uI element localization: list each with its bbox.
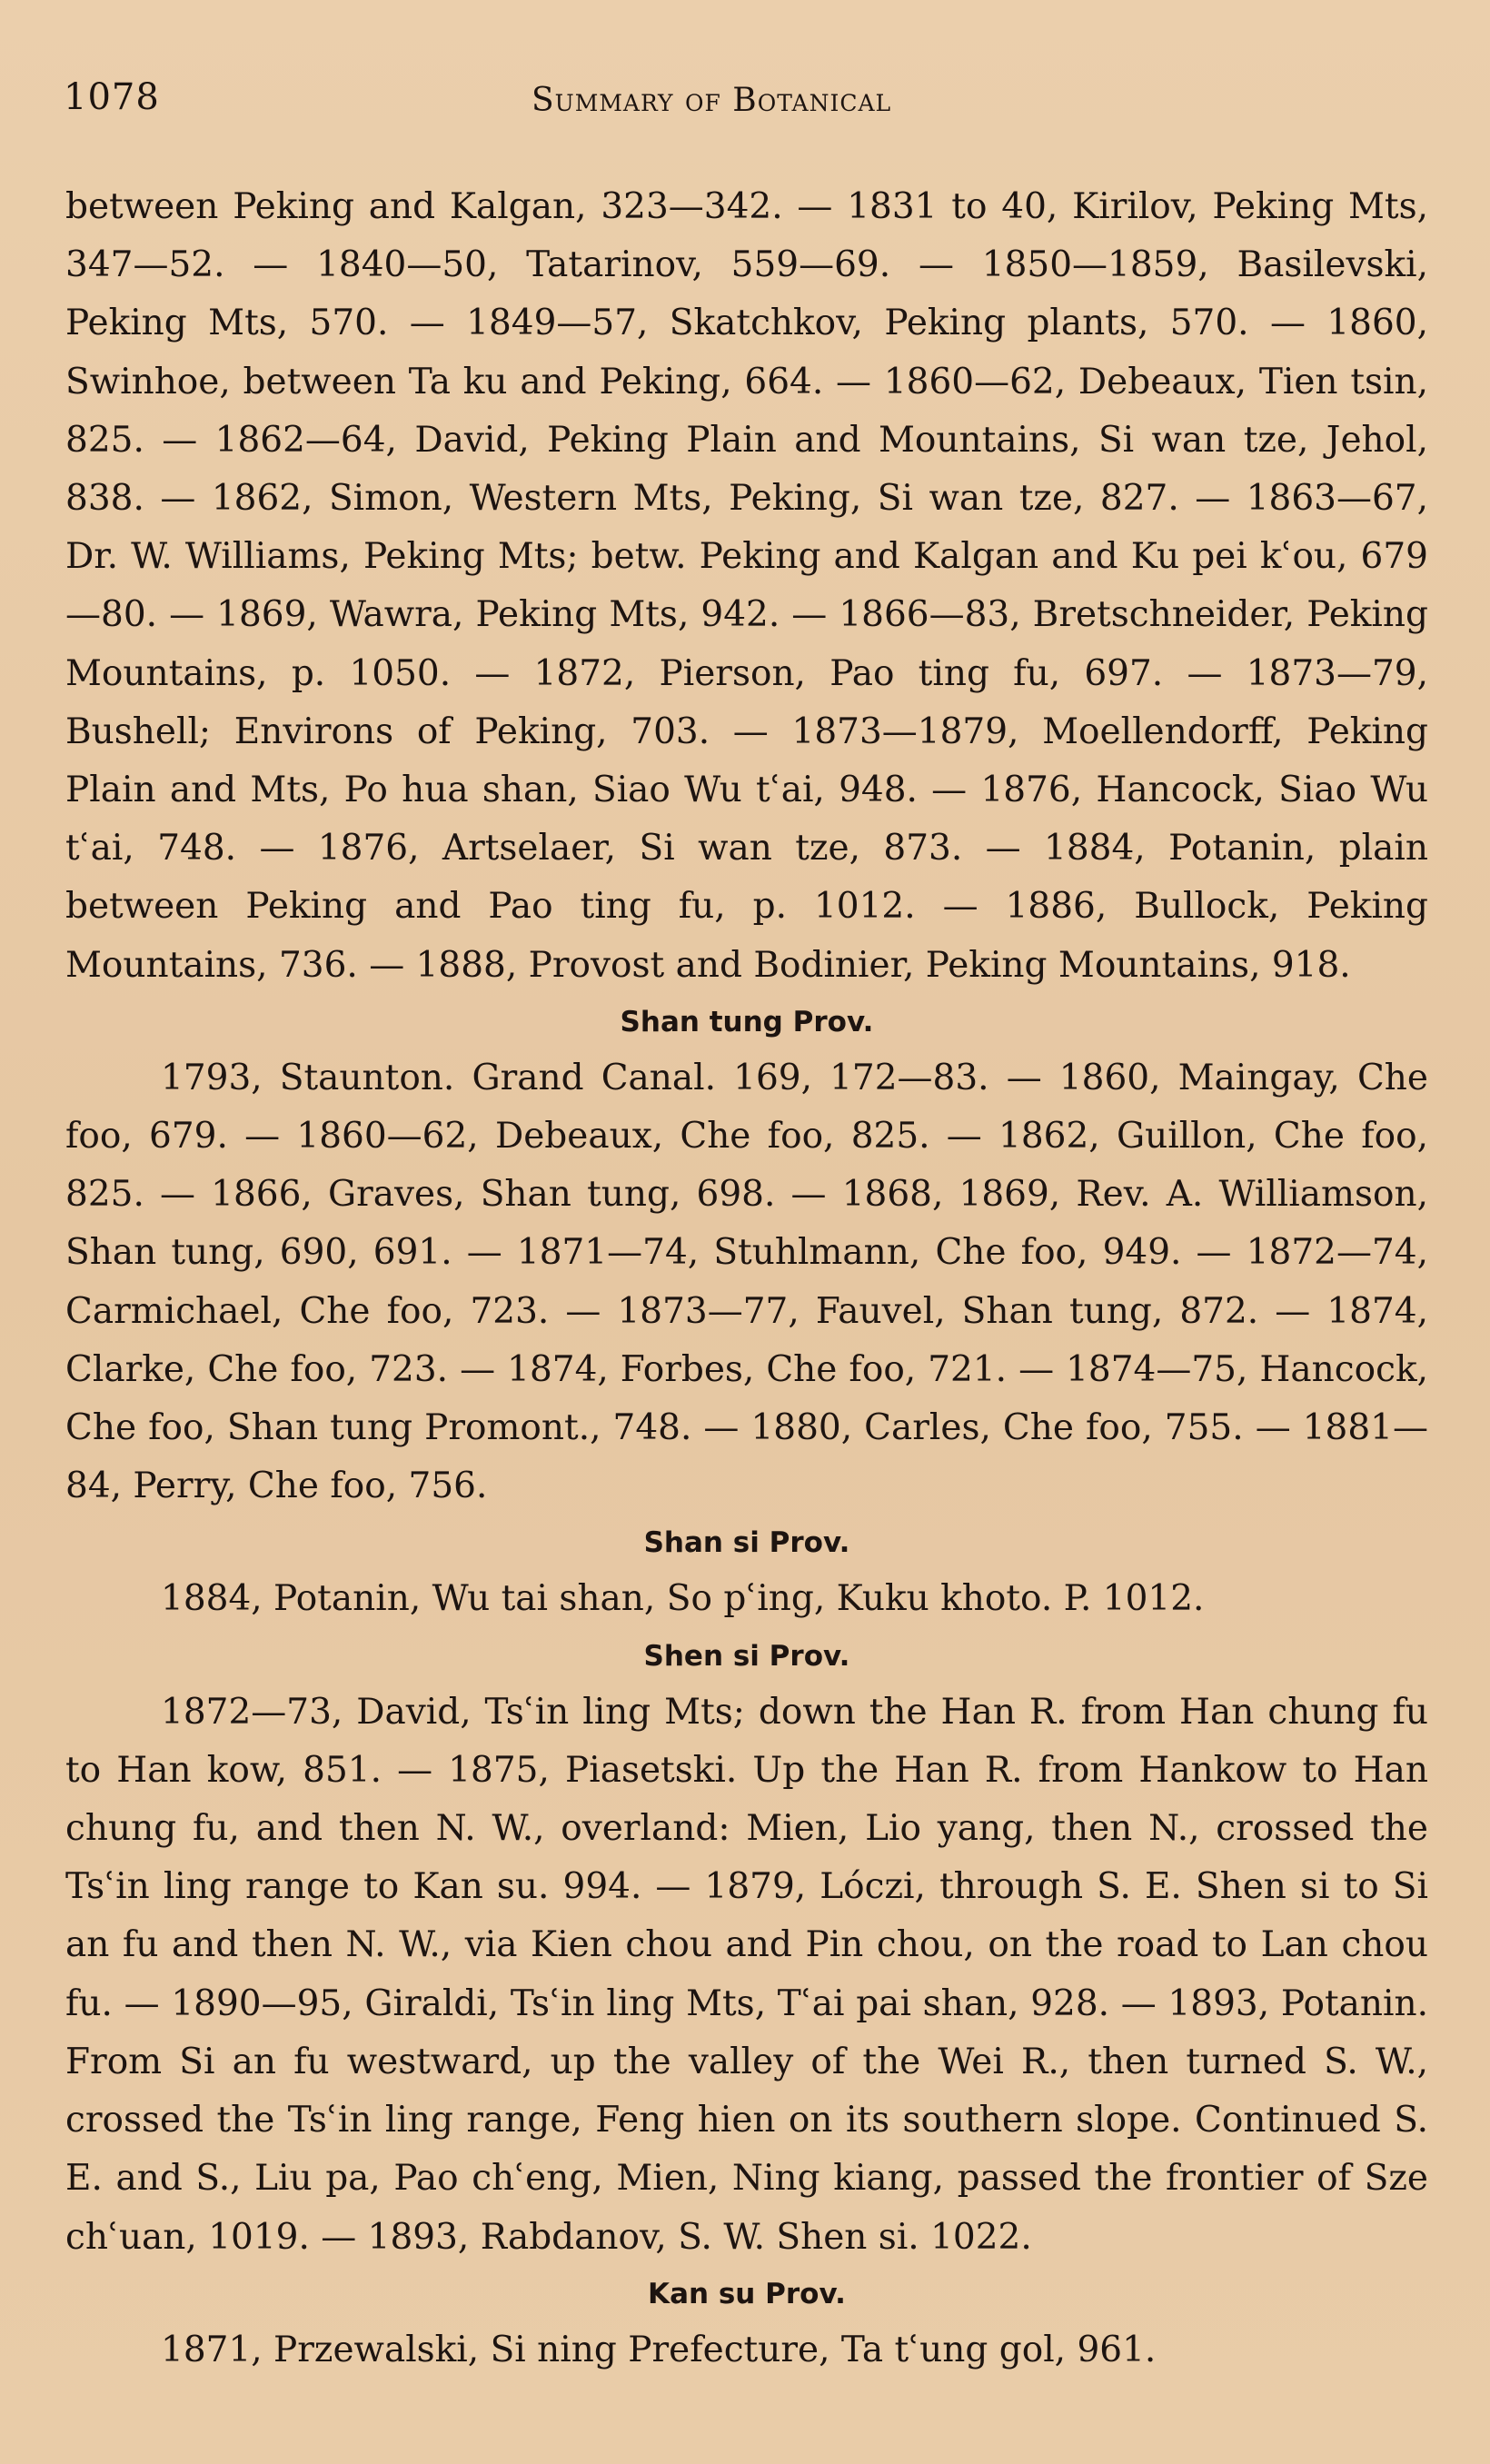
section-heading-shen-si: Shen si Prov.: [643, 1639, 850, 1673]
section-heading-shan-tung: Shan tung Prov.: [620, 1005, 874, 1038]
page-body: [65, 178, 1428, 2380]
kan-su-paragraph: 1871, Przewalski, Si ning Prefecture, Ta tʿung gol, 961.: [161, 2329, 1157, 2370]
section-heading-kan-su: Kan su Prov.: [648, 2277, 846, 2310]
intro-paragraph: between Peking and Kalgan, 323—342. — 1831 to 40, Kirilov, Peking Mts, 347—52. — 1840—50, Tatarinov, 559—69. — 1850—1859, Basilevski, Peking Mts, 570. — 1849—57, Skatchkov, Peking plants, 570. — 1860, Swinhoe, between Ta ku and Peking, 664. — 1860—62, Debeaux, Tien tsin, 825. — 1862—64, David, Peking Plain and Mountains, Si wan tze, Jehol, 838. — 1862, Simon, Western Mts, Peking, Si wan tze, 827. — 1863—67, Dr. W. Williams, Peking Mts; betw. Peking and Kalgan and Ku pei kʿou, 679—80. — 1869, Wawra, Peking Mts, 942. — 1866—83, Bretschneider, Peking Mountains, p. 1050. — 1872, Pierson, Pao ting fu, 697. — 1873—79, Bushell; Environs of Peking, 703. — 1873—1879, Moellendorff, Peking Plain and Mts, Po hua shan, Siao Wu tʿai, 948. — 1876, Hancock, Siao Wu tʿai, 748. — 1876, Artselaer, Si wan tze, 873. — 1884, Potanin, plain between Peking and Pao ting fu, p. 1012. — 1886, Bullock, Peking Mountains, 736. — 1888, Provost and Bodinier, Peking Mountains, 918.: [65, 186, 1428, 986]
section-heading-shan-si: Shan si Prov.: [643, 1526, 850, 1560]
running-head: Summary of Botanical: [531, 82, 892, 119]
shan-si-paragraph: 1884, Potanin, Wu tai shan, So pʿing, Kuku khoto. P. 1012.: [161, 1578, 1205, 1620]
shen-si-paragraph: 1872—73, David, Tsʿin ling Mts; down the Han R. from Han chung fu to Han kow, 851. — 1875, Piasetski. Up the Han R. from Hankow to Han chung fu, and then N. W., overland: Mien, Lio yang, then N., crossed the Tsʿin ling range to Kan su. 994. — 1879, Lóczi, through S. E. Shen si to Si an fu and then N. W., via Kien chou and Pin chou, on the road to Lan chou fu. — 1890—95, Giraldi, Tsʿin ling Mts, Tʿai pai shan, 928. — 1893, Potanin. From Si an fu westward, up the valley of the Wei R., then turned S. W., crossed the Tsʿin ling range, Feng hien on its southern slope. Continued S. E. and S., Liu pa, Pao chʿeng, Mien, Ning kiang, passed the frontier of Sze chʿuan, 1019. — 1893, Rabdanov, S. W. Shen si. 1022.: [65, 1691, 1428, 2258]
shan-tung-paragraph: 1793, Staunton. Grand Canal. 169, 172—83. — 1860, Maingay, Che foo, 679. — 1860—62, Debeaux, Che foo, 825. — 1862, Guillon, Che foo, 825. — 1866, Graves, Shan tung, 698. — 1868, 1869, Rev. A. Williamson, Shan tung, 690, 691. — 1871—74, Stuhlmann, Che foo, 949. — 1872—74, Carmichael, Che foo, 723. — 1873—77, Fauvel, Shan tung, 872. — 1874, Clarke, Che foo, 723. — 1874, Forbes, Che foo, 721. — 1874—75, Hancock, Che foo, Shan tung Promont., 748. — 1880, Carles, Che foo, 755. — 1881—84, Perry, Che foo, 756.: [65, 1057, 1428, 1507]
page-number: 1078: [64, 76, 160, 118]
page-header: [64, 76, 1445, 131]
